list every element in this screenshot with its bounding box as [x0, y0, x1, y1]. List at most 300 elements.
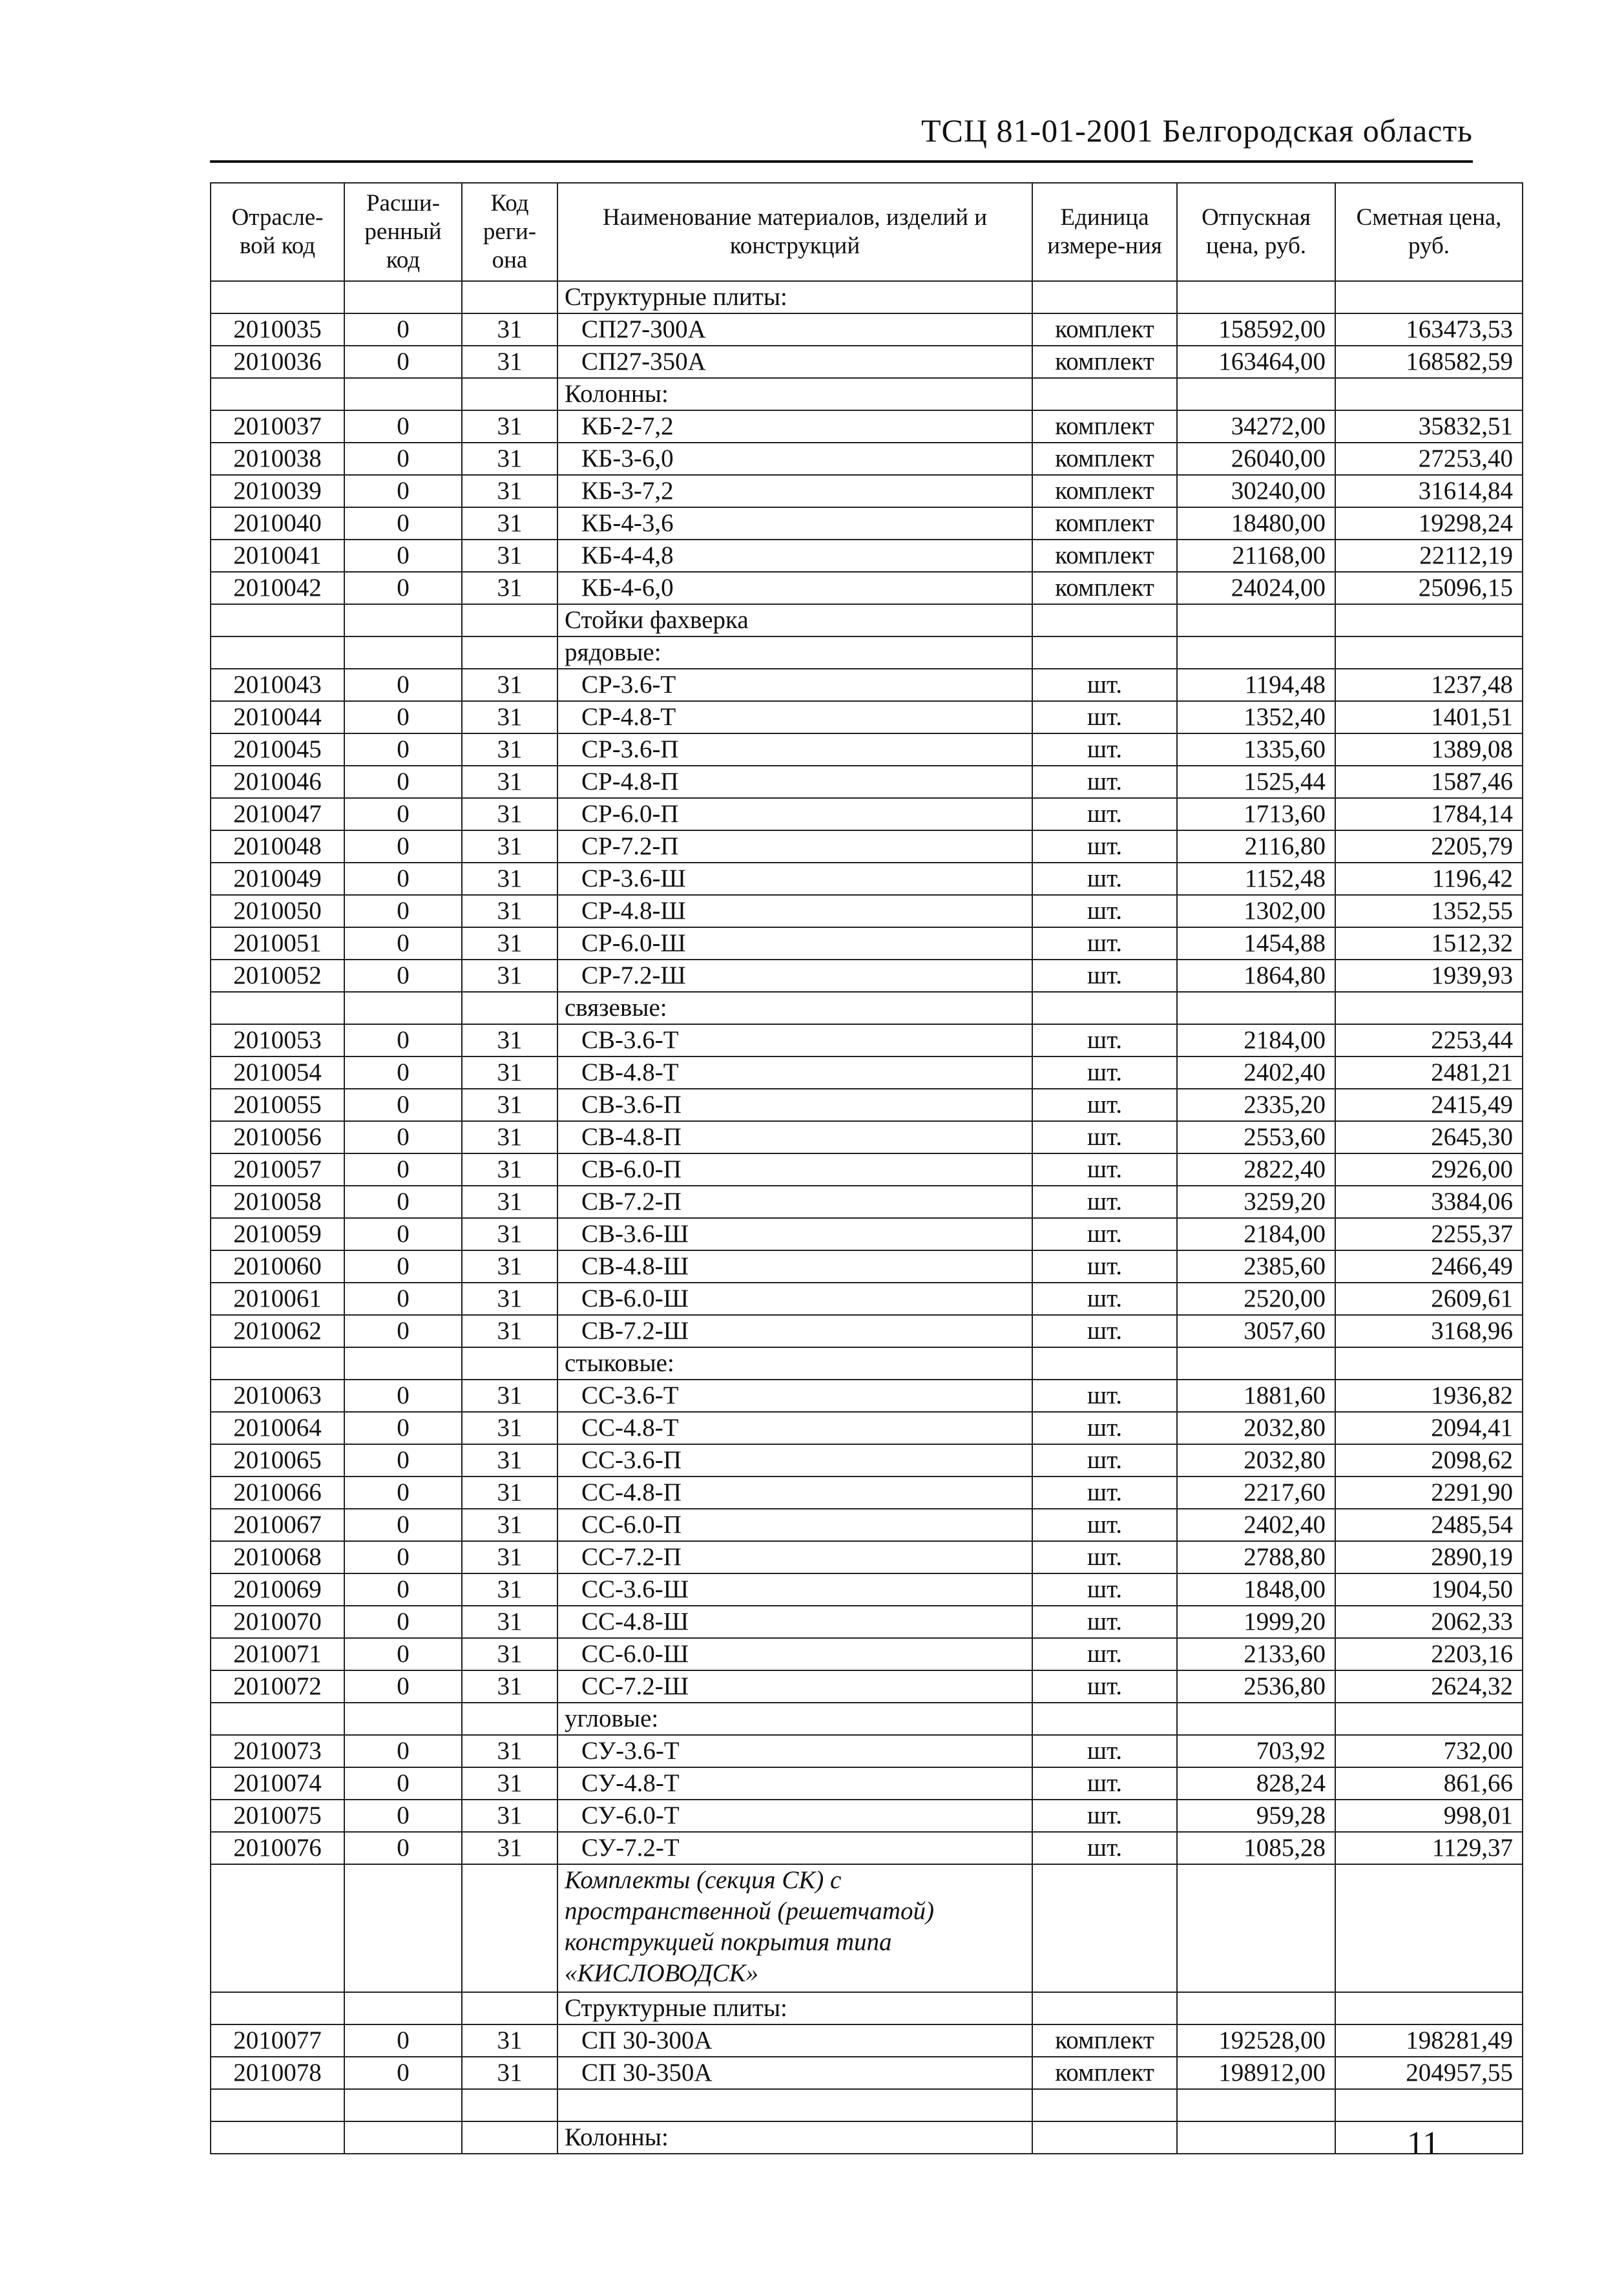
- cell-estimate-price: 1389,08: [1335, 733, 1523, 766]
- cell-region-code: 31: [462, 1121, 557, 1153]
- cell-unit: шт.: [1032, 863, 1177, 895]
- cell-branch-code: 2010049: [211, 863, 344, 895]
- cell-branch-code: 2010057: [211, 1153, 344, 1186]
- cell-extended-code: 0: [344, 1056, 462, 1089]
- empty-cell: [1177, 2121, 1335, 2154]
- table-row: [211, 410, 1523, 443]
- empty-cell: [344, 992, 462, 1024]
- cell-material-name: СВ-3.6-Ш: [557, 1218, 1032, 1250]
- cell-release-price: 2402,40: [1177, 1056, 1335, 1089]
- empty-cell: [344, 1992, 462, 2024]
- empty-cell: [211, 636, 344, 669]
- cell-unit: шт.: [1032, 1056, 1177, 1089]
- cell-estimate-price: 2094,41: [1335, 1412, 1523, 1444]
- cell-region-code: 31: [462, 1089, 557, 1121]
- cell-branch-code: 2010074: [211, 1767, 344, 1800]
- table-row: [211, 927, 1523, 960]
- cell-branch-code: 2010045: [211, 733, 344, 766]
- cell-branch-code: 2010047: [211, 798, 344, 830]
- cell-material-name: СР-7.2-П: [557, 830, 1032, 863]
- empty-cell: [211, 604, 344, 636]
- cell-estimate-price: 1129,37: [1335, 1832, 1523, 1864]
- cell-extended-code: 0: [344, 475, 462, 507]
- empty-cell: [211, 1864, 344, 1992]
- table-row: [211, 1800, 1523, 1832]
- cell-estimate-price: 2291,90: [1335, 1477, 1523, 1509]
- cell-extended-code: 0: [344, 669, 462, 701]
- cell-release-price: 1864,80: [1177, 960, 1335, 992]
- cell-branch-code: 2010058: [211, 1186, 344, 1218]
- cell-estimate-price: 1936,82: [1335, 1380, 1523, 1412]
- cell-release-price: 24024,00: [1177, 572, 1335, 604]
- cell-release-price: 2184,00: [1177, 1024, 1335, 1056]
- cell-material-name: СС-4.8-П: [557, 1477, 1032, 1509]
- cell-estimate-price: 3168,96: [1335, 1315, 1523, 1347]
- cell-estimate-price: 2205,79: [1335, 830, 1523, 863]
- cell-extended-code: 0: [344, 1283, 462, 1315]
- cell-branch-code: 2010075: [211, 1800, 344, 1832]
- cell-material-name: КБ-4-6,0: [557, 572, 1032, 604]
- cell-release-price: 1152,48: [1177, 863, 1335, 895]
- cell-material-name: СС-3.6-Ш: [557, 1573, 1032, 1606]
- cell-branch-code: 2010054: [211, 1056, 344, 1089]
- table-row: [211, 507, 1523, 540]
- cell-extended-code: 0: [344, 1024, 462, 1056]
- cell-release-price: 18480,00: [1177, 507, 1335, 540]
- empty-cell: [344, 636, 462, 669]
- empty-cell: [1032, 281, 1177, 313]
- table-row: [211, 1380, 1523, 1412]
- cell-estimate-price: 2485,54: [1335, 1509, 1523, 1541]
- cell-extended-code: 0: [344, 1250, 462, 1283]
- table-row: [211, 1638, 1523, 1670]
- cell-material-name: КБ-2-7,2: [557, 410, 1032, 443]
- cell-branch-code: 2010072: [211, 1670, 344, 1703]
- empty-cell: [1335, 992, 1523, 1024]
- cell-region-code: 31: [462, 1541, 557, 1573]
- table-section-row: [211, 636, 1523, 669]
- header-rule: [210, 160, 1473, 163]
- section-heading: Структурные плиты:: [557, 1992, 1032, 2024]
- cell-material-name: СР-3.6-Ш: [557, 863, 1032, 895]
- cell-region-code: 31: [462, 1444, 557, 1477]
- cell-branch-code: 2010077: [211, 2024, 344, 2057]
- cell-branch-code: 2010050: [211, 895, 344, 927]
- cell-region-code: 31: [462, 863, 557, 895]
- cell-region-code: 31: [462, 1283, 557, 1315]
- cell-material-name: СВ-4.8-Т: [557, 1056, 1032, 1089]
- table-row: [211, 1832, 1523, 1864]
- cell-extended-code: 0: [344, 313, 462, 346]
- cell-unit: шт.: [1032, 1024, 1177, 1056]
- empty-cell: [211, 281, 344, 313]
- cell-region-code: 31: [462, 1638, 557, 1670]
- cell-unit: шт.: [1032, 1218, 1177, 1250]
- cell-region-code: 31: [462, 1218, 557, 1250]
- cell-unit: комплект: [1032, 2024, 1177, 2057]
- cell-material-name: СВ-4.8-Ш: [557, 1250, 1032, 1283]
- cell-unit: шт.: [1032, 1509, 1177, 1541]
- empty-cell: [462, 1347, 557, 1380]
- col-header-unit: Единица измере-ния: [1032, 183, 1177, 281]
- cell-release-price: 1335,60: [1177, 733, 1335, 766]
- cell-extended-code: 0: [344, 1509, 462, 1541]
- cell-branch-code: 2010039: [211, 475, 344, 507]
- empty-cell: [462, 1703, 557, 1735]
- cell-material-name: СУ-6.0-Т: [557, 1800, 1032, 1832]
- table-row: [211, 1315, 1523, 1347]
- cell-material-name: СС-7.2-Ш: [557, 1670, 1032, 1703]
- cell-unit: шт.: [1032, 1735, 1177, 1767]
- cell-estimate-price: 1587,46: [1335, 766, 1523, 798]
- cell-release-price: 26040,00: [1177, 443, 1335, 475]
- cell-material-name: СС-4.8-Ш: [557, 1606, 1032, 1638]
- cell-release-price: 2520,00: [1177, 1283, 1335, 1315]
- cell-release-price: 828,24: [1177, 1767, 1335, 1800]
- cell-branch-code: 2010036: [211, 346, 344, 378]
- col-header-estimate-price: Сметная цена, руб.: [1335, 183, 1523, 281]
- cell-branch-code: 2010068: [211, 1541, 344, 1573]
- table-header-row: [211, 183, 1523, 281]
- cell-unit: комплект: [1032, 410, 1177, 443]
- cell-material-name: СП27-300А: [557, 313, 1032, 346]
- table-row: [211, 1056, 1523, 1089]
- cell-release-price: 3259,20: [1177, 1186, 1335, 1218]
- cell-region-code: 31: [462, 1380, 557, 1412]
- cell-release-price: 1302,00: [1177, 895, 1335, 927]
- cell-region-code: 31: [462, 1250, 557, 1283]
- cell-release-price: 34272,00: [1177, 410, 1335, 443]
- cell-region-code: 31: [462, 1735, 557, 1767]
- cell-unit: шт.: [1032, 1283, 1177, 1315]
- section-heading: [557, 2089, 1032, 2121]
- table-row: [211, 1024, 1523, 1056]
- table-section-row: [211, 1992, 1523, 2024]
- empty-cell: [344, 1703, 462, 1735]
- cell-material-name: СР-6.0-Ш: [557, 927, 1032, 960]
- cell-region-code: 31: [462, 346, 557, 378]
- table-section-row: [211, 992, 1523, 1024]
- cell-release-price: 2116,80: [1177, 830, 1335, 863]
- cell-material-name: СР-6.0-П: [557, 798, 1032, 830]
- empty-cell: [1177, 1864, 1335, 1992]
- cell-branch-code: 2010051: [211, 927, 344, 960]
- cell-material-name: СР-4.8-П: [557, 766, 1032, 798]
- empty-cell: [344, 1347, 462, 1380]
- cell-release-price: 1999,20: [1177, 1606, 1335, 1638]
- cell-extended-code: 0: [344, 1606, 462, 1638]
- cell-material-name: СР-7.2-Ш: [557, 960, 1032, 992]
- cell-extended-code: 0: [344, 927, 462, 960]
- cell-branch-code: 2010066: [211, 1477, 344, 1509]
- empty-cell: [1032, 1864, 1177, 1992]
- table-row: [211, 701, 1523, 733]
- cell-release-price: 2032,80: [1177, 1444, 1335, 1477]
- cell-material-name: СВ-4.8-П: [557, 1121, 1032, 1153]
- cell-unit: шт.: [1032, 1121, 1177, 1153]
- cell-region-code: 31: [462, 540, 557, 572]
- cell-material-name: КБ-3-6,0: [557, 443, 1032, 475]
- cell-material-name: КБ-4-3,6: [557, 507, 1032, 540]
- table-row: [211, 669, 1523, 701]
- cell-extended-code: 0: [344, 733, 462, 766]
- empty-cell: [211, 1347, 344, 1380]
- cell-branch-code: 2010043: [211, 669, 344, 701]
- cell-extended-code: 0: [344, 701, 462, 733]
- cell-unit: шт.: [1032, 1573, 1177, 1606]
- table-section-row: [211, 2121, 1523, 2154]
- empty-cell: [1177, 378, 1335, 410]
- cell-branch-code: 2010037: [211, 410, 344, 443]
- empty-cell: [1032, 604, 1177, 636]
- cell-unit: шт.: [1032, 960, 1177, 992]
- table-row: [211, 346, 1523, 378]
- empty-cell: [1032, 1703, 1177, 1735]
- cell-region-code: 31: [462, 895, 557, 927]
- cell-unit: шт.: [1032, 1477, 1177, 1509]
- cell-branch-code: 2010035: [211, 313, 344, 346]
- empty-cell: [1032, 2089, 1177, 2121]
- cell-region-code: 31: [462, 766, 557, 798]
- cell-branch-code: 2010044: [211, 701, 344, 733]
- cell-region-code: 31: [462, 507, 557, 540]
- cell-release-price: 2536,80: [1177, 1670, 1335, 1703]
- empty-cell: [344, 604, 462, 636]
- empty-cell: [344, 281, 462, 313]
- cell-estimate-price: 2415,49: [1335, 1089, 1523, 1121]
- cell-branch-code: 2010059: [211, 1218, 344, 1250]
- cell-region-code: 31: [462, 1056, 557, 1089]
- cell-region-code: 31: [462, 1477, 557, 1509]
- table-row: [211, 830, 1523, 863]
- cell-unit: шт.: [1032, 766, 1177, 798]
- cell-material-name: СВ-6.0-П: [557, 1153, 1032, 1186]
- cell-release-price: 30240,00: [1177, 475, 1335, 507]
- cell-material-name: СВ-3.6-Т: [557, 1024, 1032, 1056]
- cell-material-name: СС-3.6-Т: [557, 1380, 1032, 1412]
- cell-region-code: 31: [462, 2057, 557, 2089]
- cell-release-price: 2184,00: [1177, 1218, 1335, 1250]
- page-number: 11: [1407, 2125, 1440, 2162]
- empty-cell: [1335, 2089, 1523, 2121]
- cell-estimate-price: 163473,53: [1335, 313, 1523, 346]
- empty-cell: [1335, 1703, 1523, 1735]
- cell-unit: комплект: [1032, 313, 1177, 346]
- table-row: [211, 443, 1523, 475]
- cell-extended-code: 0: [344, 1089, 462, 1121]
- cell-material-name: СС-7.2-П: [557, 1541, 1032, 1573]
- cell-estimate-price: 2481,21: [1335, 1056, 1523, 1089]
- cell-branch-code: 2010071: [211, 1638, 344, 1670]
- col-header-material-name: Наименование материалов, изделий и конструкций: [557, 183, 1032, 281]
- cell-extended-code: 0: [344, 1638, 462, 1670]
- cell-material-name: СР-3.6-Т: [557, 669, 1032, 701]
- cell-material-name: СВ-7.2-Ш: [557, 1315, 1032, 1347]
- cell-branch-code: 2010052: [211, 960, 344, 992]
- cell-unit: комплект: [1032, 443, 1177, 475]
- cell-estimate-price: 2098,62: [1335, 1444, 1523, 1477]
- section-heading: Структурные плиты:: [557, 281, 1032, 313]
- cell-estimate-price: 1196,42: [1335, 863, 1523, 895]
- table-row: [211, 1573, 1523, 1606]
- cell-material-name: СП 30-300А: [557, 2024, 1032, 2057]
- cell-material-name: СУ-7.2-Т: [557, 1832, 1032, 1864]
- cell-estimate-price: 3384,06: [1335, 1186, 1523, 1218]
- cell-estimate-price: 2253,44: [1335, 1024, 1523, 1056]
- cell-estimate-price: 1784,14: [1335, 798, 1523, 830]
- section-title-bold: Комплекты (секция СК) с пространственной (решетчатой) конструкцией покрытия типа «КИСЛОВОДСК»: [557, 1864, 1032, 1992]
- empty-cell: [1032, 378, 1177, 410]
- cell-branch-code: 2010041: [211, 540, 344, 572]
- cell-estimate-price: 204957,55: [1335, 2057, 1523, 2089]
- empty-cell: [1177, 604, 1335, 636]
- cell-region-code: 31: [462, 927, 557, 960]
- cell-release-price: 2402,40: [1177, 1509, 1335, 1541]
- table-row: [211, 733, 1523, 766]
- table-row: [211, 766, 1523, 798]
- cell-region-code: 31: [462, 1573, 557, 1606]
- cell-material-name: СП 30-350А: [557, 2057, 1032, 2089]
- cell-estimate-price: 1237,48: [1335, 669, 1523, 701]
- cell-unit: шт.: [1032, 1606, 1177, 1638]
- col-header-extended-code: Расши-ренный код: [344, 183, 462, 281]
- empty-cell: [1032, 1347, 1177, 1380]
- cell-extended-code: 0: [344, 863, 462, 895]
- cell-extended-code: 0: [344, 895, 462, 927]
- cell-estimate-price: 2062,33: [1335, 1606, 1523, 1638]
- cell-branch-code: 2010056: [211, 1121, 344, 1153]
- cell-release-price: 192528,00: [1177, 2024, 1335, 2057]
- empty-cell: [211, 378, 344, 410]
- cell-extended-code: 0: [344, 1573, 462, 1606]
- cell-branch-code: 2010063: [211, 1380, 344, 1412]
- cell-estimate-price: 198281,49: [1335, 2024, 1523, 2057]
- cell-extended-code: 0: [344, 1800, 462, 1832]
- cell-estimate-price: 2609,61: [1335, 1283, 1523, 1315]
- cell-release-price: 1525,44: [1177, 766, 1335, 798]
- cell-region-code: 31: [462, 830, 557, 863]
- empty-cell: [1177, 1703, 1335, 1735]
- cell-unit: шт.: [1032, 1832, 1177, 1864]
- table-section-row: [211, 281, 1523, 313]
- cell-unit: шт.: [1032, 927, 1177, 960]
- cell-branch-code: 2010078: [211, 2057, 344, 2089]
- cell-unit: шт.: [1032, 1315, 1177, 1347]
- table-row: [211, 798, 1523, 830]
- empty-cell: [1032, 636, 1177, 669]
- cell-extended-code: 0: [344, 1767, 462, 1800]
- empty-cell: [211, 2121, 344, 2154]
- cell-unit: шт.: [1032, 1670, 1177, 1703]
- cell-release-price: 1454,88: [1177, 927, 1335, 960]
- cell-estimate-price: 25096,15: [1335, 572, 1523, 604]
- cell-region-code: 31: [462, 1186, 557, 1218]
- cell-branch-code: 2010048: [211, 830, 344, 863]
- empty-cell: [1335, 1992, 1523, 2024]
- cell-extended-code: 0: [344, 1186, 462, 1218]
- page-header: ТСЦ 81-01-2001 Белгородская область: [921, 112, 1473, 149]
- cell-release-price: 2032,80: [1177, 1412, 1335, 1444]
- cell-release-price: 2788,80: [1177, 1541, 1335, 1573]
- cell-material-name: СР-3.6-П: [557, 733, 1032, 766]
- table-row: [211, 2057, 1523, 2089]
- cell-region-code: 31: [462, 798, 557, 830]
- section-heading: угловые:: [557, 1703, 1032, 1735]
- cell-region-code: 31: [462, 1153, 557, 1186]
- cell-material-name: СС-3.6-П: [557, 1444, 1032, 1477]
- table-section-row: [211, 604, 1523, 636]
- cell-unit: шт.: [1032, 1089, 1177, 1121]
- cell-estimate-price: 19298,24: [1335, 507, 1523, 540]
- table-section-row: [211, 1347, 1523, 1380]
- cell-extended-code: 0: [344, 1670, 462, 1703]
- empty-cell: [462, 2089, 557, 2121]
- cell-release-price: 1881,60: [1177, 1380, 1335, 1412]
- empty-cell: [462, 1992, 557, 2024]
- cell-release-price: 1085,28: [1177, 1832, 1335, 1864]
- table-row: [211, 1186, 1523, 1218]
- empty-cell: [462, 636, 557, 669]
- empty-cell: [344, 2089, 462, 2121]
- cell-release-price: 1713,60: [1177, 798, 1335, 830]
- cell-region-code: 31: [462, 443, 557, 475]
- cell-branch-code: 2010069: [211, 1573, 344, 1606]
- cell-release-price: 1352,40: [1177, 701, 1335, 733]
- cell-estimate-price: 2203,16: [1335, 1638, 1523, 1670]
- cell-extended-code: 0: [344, 346, 462, 378]
- cell-region-code: 31: [462, 669, 557, 701]
- cell-unit: шт.: [1032, 701, 1177, 733]
- cell-estimate-price: 2624,32: [1335, 1670, 1523, 1703]
- cell-unit: шт.: [1032, 1638, 1177, 1670]
- cell-release-price: 703,92: [1177, 1735, 1335, 1767]
- empty-cell: [1177, 1347, 1335, 1380]
- table-section-row: [211, 1864, 1523, 1992]
- cell-estimate-price: 27253,40: [1335, 443, 1523, 475]
- cell-region-code: 31: [462, 733, 557, 766]
- cell-region-code: 31: [462, 701, 557, 733]
- cell-unit: шт.: [1032, 895, 1177, 927]
- col-header-release-price: Отпускная цена, руб.: [1177, 183, 1335, 281]
- table-row: [211, 863, 1523, 895]
- cell-extended-code: 0: [344, 1315, 462, 1347]
- cell-branch-code: 2010065: [211, 1444, 344, 1477]
- empty-cell: [462, 1864, 557, 1992]
- cell-estimate-price: 2926,00: [1335, 1153, 1523, 1186]
- cell-material-name: СВ-6.0-Ш: [557, 1283, 1032, 1315]
- cell-region-code: 31: [462, 313, 557, 346]
- cell-material-name: СР-4.8-Т: [557, 701, 1032, 733]
- cell-estimate-price: 35832,51: [1335, 410, 1523, 443]
- cell-release-price: 163464,00: [1177, 346, 1335, 378]
- cell-extended-code: 0: [344, 1735, 462, 1767]
- table-row: [211, 1444, 1523, 1477]
- section-heading: стыковые:: [557, 1347, 1032, 1380]
- empty-cell: [462, 992, 557, 1024]
- cell-branch-code: 2010076: [211, 1832, 344, 1864]
- cell-release-price: 21168,00: [1177, 540, 1335, 572]
- cell-estimate-price: 1939,93: [1335, 960, 1523, 992]
- empty-cell: [462, 281, 557, 313]
- cell-material-name: КБ-4-4,8: [557, 540, 1032, 572]
- cell-estimate-price: 22112,19: [1335, 540, 1523, 572]
- section-heading: Колонны:: [557, 2121, 1032, 2154]
- cell-release-price: 2822,40: [1177, 1153, 1335, 1186]
- empty-cell: [462, 2121, 557, 2154]
- cell-release-price: 198912,00: [1177, 2057, 1335, 2089]
- cell-region-code: 31: [462, 960, 557, 992]
- table-row: [211, 1541, 1523, 1573]
